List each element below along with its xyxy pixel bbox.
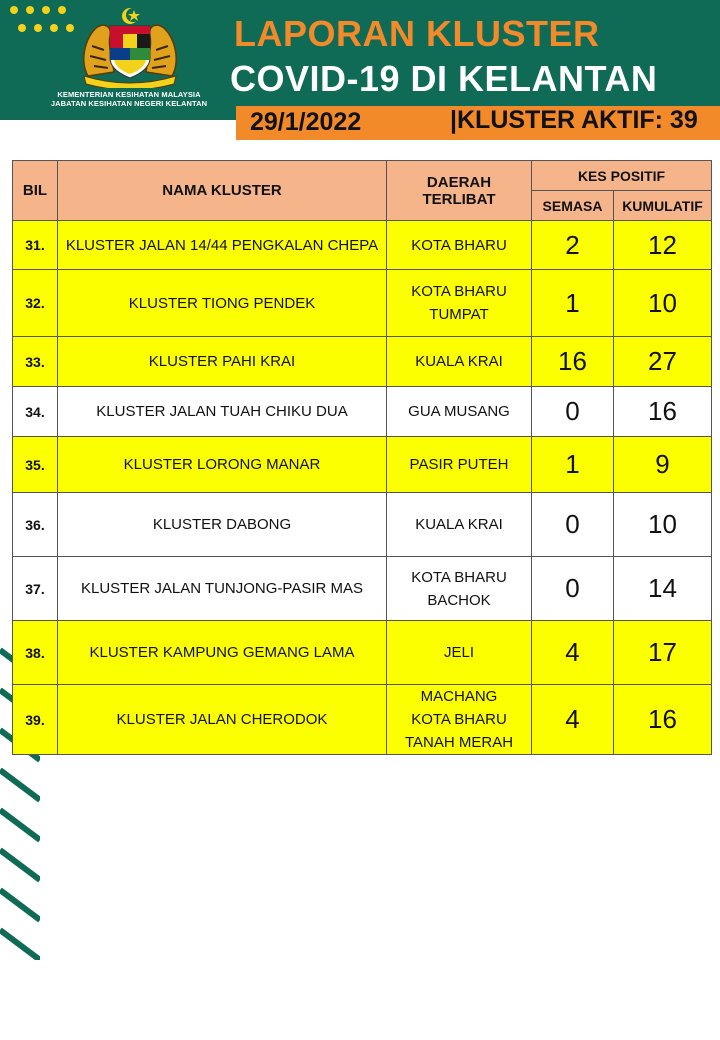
header-kumulatif: KUMULATIF <box>614 191 712 221</box>
daerah-line: KOTA BHARU <box>411 711 507 728</box>
active-cluster-count: |KLUSTER AKTIF: 39 <box>450 106 698 134</box>
cell-semasa: 4 <box>532 621 614 685</box>
cell-kumulatif: 12 <box>614 221 712 270</box>
cell-daerah <box>387 685 532 755</box>
cell-nama-kluster: KLUSTER JALAN CHERODOK <box>58 685 387 755</box>
cell-kumulatif: 14 <box>614 557 712 621</box>
daerah-line: KOTA BHARU <box>411 283 507 300</box>
cell-daerah <box>387 437 532 493</box>
daerah-line: KUALA KRAI <box>415 516 503 533</box>
cell-bil: 37. <box>13 557 58 621</box>
cell-nama-kluster: KLUSTER JALAN TUNJONG-PASIR MAS <box>58 557 387 621</box>
cell-daerah <box>387 337 532 387</box>
table-row <box>13 621 712 685</box>
report-date: 29/1/2022 <box>250 108 362 136</box>
cell-kumulatif: 27 <box>614 337 712 387</box>
cell-kumulatif: 9 <box>614 437 712 493</box>
daerah-line: JELI <box>443 644 474 661</box>
table-row <box>13 685 712 755</box>
cell-kumulatif: 10 <box>614 270 712 337</box>
cell-semasa: 1 <box>532 437 614 493</box>
daerah-line: KOTA BHARU <box>411 568 507 586</box>
cell-bil: 31. <box>13 221 58 270</box>
cell-daerah <box>387 221 532 270</box>
table-row <box>13 387 712 437</box>
cell-semasa: 0 <box>532 387 614 437</box>
cell-bil: 33. <box>13 337 58 387</box>
table-row <box>13 557 712 621</box>
cell-semasa: 16 <box>532 337 614 387</box>
ministry-line-1: KEMENTERIAN KESIHATAN MALAYSIA <box>57 90 201 99</box>
cell-daerah <box>387 493 532 557</box>
cell-bil: 36. <box>13 493 58 557</box>
daerah-line: KOTA BHARU <box>411 236 507 254</box>
cell-semasa: 0 <box>532 493 614 557</box>
cluster-table <box>12 160 712 755</box>
cell-bil: 34. <box>13 387 58 437</box>
cell-bil: 38. <box>13 621 58 685</box>
cell-nama-kluster: KLUSTER DABONG <box>58 493 387 557</box>
cell-semasa: 4 <box>532 685 614 755</box>
header-daerah <box>387 161 532 221</box>
cell-bil: 32. <box>13 270 58 337</box>
cell-daerah <box>387 387 532 437</box>
cell-nama-kluster: KLUSTER LORONG MANAR <box>58 437 387 493</box>
ministry-line-2: JABATAN KESIHATAN NEGERI KELANTAN <box>50 99 208 108</box>
table-row <box>13 270 712 337</box>
cell-semasa: 1 <box>532 270 614 337</box>
table-row <box>13 437 712 493</box>
cell-nama-kluster: KLUSTER KAMPUNG GEMANG LAMA <box>58 621 387 685</box>
daerah-line: GUA MUSANG <box>408 403 510 420</box>
cell-semasa: 2 <box>532 221 614 270</box>
daerah-line: TANAH MERAH <box>404 734 514 751</box>
cell-kumulatif: 16 <box>614 685 712 755</box>
header-nama-kluster: NAMA KLUSTER <box>58 161 387 221</box>
header-band <box>0 0 720 120</box>
coat-of-arms-icon <box>74 6 186 88</box>
cell-nama-kluster: KLUSTER JALAN 14/44 PENGKALAN CHEPA <box>58 221 387 270</box>
cell-daerah <box>387 270 532 337</box>
table-row <box>13 221 712 270</box>
cell-nama-kluster: KLUSTER TIONG PENDEK <box>58 270 387 337</box>
header-daerah-line-1: DAERAH <box>426 173 492 191</box>
decorative-dots <box>10 6 80 42</box>
cell-bil: 35. <box>13 437 58 493</box>
table-row <box>13 337 712 387</box>
cell-daerah <box>387 621 532 685</box>
daerah-line: BACHOK <box>427 591 491 609</box>
ministry-name <box>20 90 238 108</box>
cell-kumulatif: 16 <box>614 387 712 437</box>
daerah-line: PASIR PUTEH <box>409 456 509 473</box>
daerah-line: KUALA KRAI <box>415 353 503 370</box>
cell-kumulatif: 17 <box>614 621 712 685</box>
header-daerah-line-2: TERLIBAT <box>422 190 496 208</box>
table-row <box>13 493 712 557</box>
header-semasa: SEMASA <box>532 191 614 221</box>
cell-nama-kluster: KLUSTER JALAN TUAH CHIKU DUA <box>58 387 387 437</box>
report-subtitle: COVID-19 DI KELANTAN <box>230 58 658 99</box>
table-body <box>13 221 712 755</box>
header-bil: BIL <box>13 161 58 221</box>
cell-daerah <box>387 557 532 621</box>
daerah-line: TUMPAT <box>429 306 489 323</box>
daerah-line: MACHANG <box>420 688 498 705</box>
report-title: LAPORAN KLUSTER <box>234 13 600 54</box>
cell-bil: 39. <box>13 685 58 755</box>
cell-nama-kluster: KLUSTER PAHI KRAI <box>58 337 387 387</box>
cell-semasa: 0 <box>532 557 614 621</box>
header-kes-positif: KES POSITIF <box>532 161 712 191</box>
cell-kumulatif: 10 <box>614 493 712 557</box>
